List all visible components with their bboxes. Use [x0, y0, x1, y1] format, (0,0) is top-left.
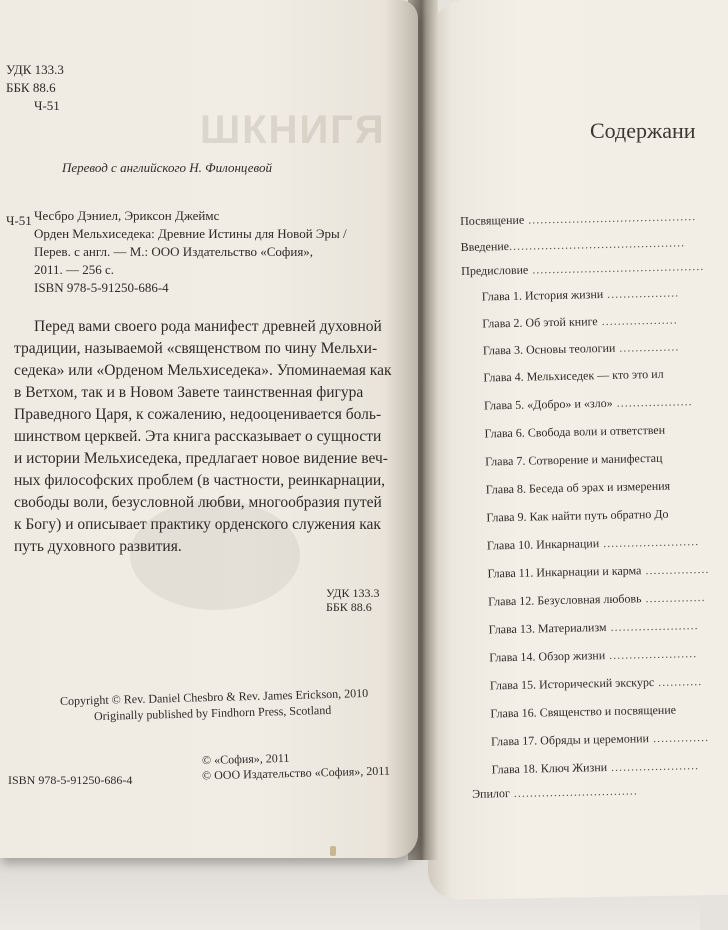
toc-leader: ......................: [605, 646, 698, 663]
bleed-through-mark: ШКНИГЯ: [200, 108, 386, 152]
toc-leader: ..................: [603, 285, 680, 302]
toc-entry-label: Глава 9. Как найти путь обратно До: [486, 506, 669, 525]
toc-entry-label: Глава 12. Безусловная любовь: [487, 591, 642, 609]
abstract-line: шинством церквей. Эта книга рассказывает о сущности: [14, 428, 382, 445]
toc-entry-label: Глава 11. Инкарнации и карма: [487, 563, 642, 581]
toc-leader: ...............: [615, 339, 680, 355]
toc-entry: [461, 259, 704, 279]
udk-small: УДК 133.3: [326, 586, 380, 600]
catalog-line: Орден Мельхиседека: Древние Истины для Новой Эры /: [34, 226, 347, 241]
udk-line: УДК 133.3: [6, 62, 64, 77]
toc-entry-label: Глава 6. Свобода воли и ответствен: [484, 422, 666, 441]
toc-leader: ...............: [641, 589, 706, 606]
toc-entry: [484, 423, 665, 442]
toc-entry-label: Глава 13. Материализм: [488, 620, 607, 637]
toc-entry: [486, 507, 668, 526]
isbn-line: ISBN 978-5-91250-686-4: [34, 280, 169, 295]
toc-leader: ...........................................: [528, 258, 705, 277]
toc-entry: [487, 562, 709, 582]
catalog-line: 2011. — 256 с.: [34, 262, 115, 277]
toc-entry-label: Глава 1. История жизни: [481, 287, 604, 304]
abstract-line: седека» или «Орденом Мельхиседека». Упоминаемая как: [14, 362, 392, 379]
abstract-line: к Богу) и описывает практику орденского служения как: [14, 516, 381, 533]
toc-leader: ......................: [606, 758, 700, 775]
toc-leader: ......................: [606, 618, 699, 635]
copyright-line: Copyright © Rev. Daniel Chesbro & Rev. James Erickson, 2010: [59, 685, 369, 709]
toc-entry: [490, 674, 703, 693]
toc-entry: [484, 394, 693, 413]
toc-entry: [489, 646, 697, 665]
author-code: Ч-51: [34, 98, 60, 113]
toc-entry-label: Глава 18. Ключ Жизни: [491, 760, 608, 777]
toc-entry-label: Глава 7. Сотворение и манифестац: [485, 450, 663, 469]
catalog-line: Чесбро Дэниел, Эриксон Джеймс: [34, 208, 220, 223]
toc-title: Содержани: [590, 118, 696, 143]
toc-leader: ..........................................: [524, 209, 697, 227]
toc-entry-label: Введение: [460, 238, 510, 254]
abstract-line: Перед вами своего рода манифест древней духовной: [34, 318, 382, 335]
bbk-small: ББК 88.6: [326, 600, 372, 614]
abstract-line: свободы воли, безусловной любви, многообразия путей: [14, 494, 382, 511]
toc-entry: [488, 590, 706, 610]
toc-leader: ................: [641, 561, 710, 578]
abstract-line: ных философских проблем (в частности, реинкарнации,: [14, 472, 386, 489]
toc-entry-label: Глава 14. Обзор жизни: [489, 648, 606, 665]
abstract-line: традиции, называемой «священством по чину Мельхи-: [14, 340, 378, 357]
abstract-line: в Ветхом, так и в Новом Завете таинственная фигура: [14, 384, 364, 401]
toc-entry-label: Глава 2. Об этой книге: [482, 314, 598, 331]
toc-entry-label: Глава 8. Беседа об эрах и измерения: [485, 478, 671, 497]
toc-entry: [485, 451, 663, 470]
toc-leader: ...................: [597, 312, 678, 329]
toc-entry-label: Эпилог: [472, 786, 510, 801]
page-mark: [330, 846, 336, 856]
toc-leader: ...............................: [509, 783, 638, 801]
abstract-line: Праведного Царя, к сожалению, недооценивается боль-: [14, 406, 382, 423]
sofia-publisher-copyright: © ООО Издательство «София», 2011: [201, 763, 391, 783]
translator-credit: Перевод с английского Н. Филонцевой: [62, 160, 272, 175]
toc-entry-label: Предисловие: [461, 262, 529, 278]
bbk-line: ББК 88.6: [6, 80, 56, 95]
catalog-line: Перев. с англ. — М.: ООО Издательство «София»,: [34, 244, 314, 259]
toc-entry-label: Глава 17. Обряды и церемонии: [490, 731, 650, 749]
isbn-bottom: ISBN 978-5-91250-686-4: [8, 773, 133, 787]
toc-leader: ..............: [648, 729, 710, 746]
toc-leader: ...........: [654, 674, 703, 690]
table-of-contents: [460, 209, 712, 801]
catalog-code: Ч-51: [6, 213, 32, 228]
toc-entry-label: Глава 5. «Добро» и «зло»: [483, 395, 613, 413]
abstract: [14, 316, 394, 558]
toc-entry-label: Глава 16. Священство и посвящение: [490, 702, 677, 721]
published-line: Originally published by Findhorn Press, Scotland: [93, 702, 332, 724]
toc-entry: [489, 618, 699, 637]
toc-entry-label: Посвящение: [460, 212, 525, 228]
toc-entry-label: Глава 3. Основы теологии: [482, 340, 616, 358]
toc-entry: [486, 479, 671, 498]
toc-entry: [490, 703, 676, 722]
toc-entry: [461, 235, 686, 255]
toc-leader: ........................: [599, 534, 700, 551]
toc-entry-label: Глава 15. Исторический экскурс: [489, 675, 655, 693]
sofia-copyright: © «София», 2011: [201, 750, 290, 768]
toc-leader: ...................: [612, 394, 693, 410]
toc-entry: [491, 730, 709, 750]
toc-entry: [483, 339, 680, 358]
toc-entry: [482, 285, 680, 304]
toc-leader: ............................................: [508, 235, 686, 253]
toc-entry-label: Глава 10. Инкарнации: [486, 536, 600, 553]
toc-entry: [482, 312, 678, 331]
abstract-line: путь духовного развития.: [14, 538, 182, 555]
toc-entry-label: Глава 4. Мельхиседек — кто это ил: [483, 366, 664, 385]
toc-entry: [483, 367, 663, 386]
toc-entry: [487, 534, 700, 553]
abstract-line: и истории Мельхиседека, предлагает новое видение веч-: [14, 450, 388, 467]
